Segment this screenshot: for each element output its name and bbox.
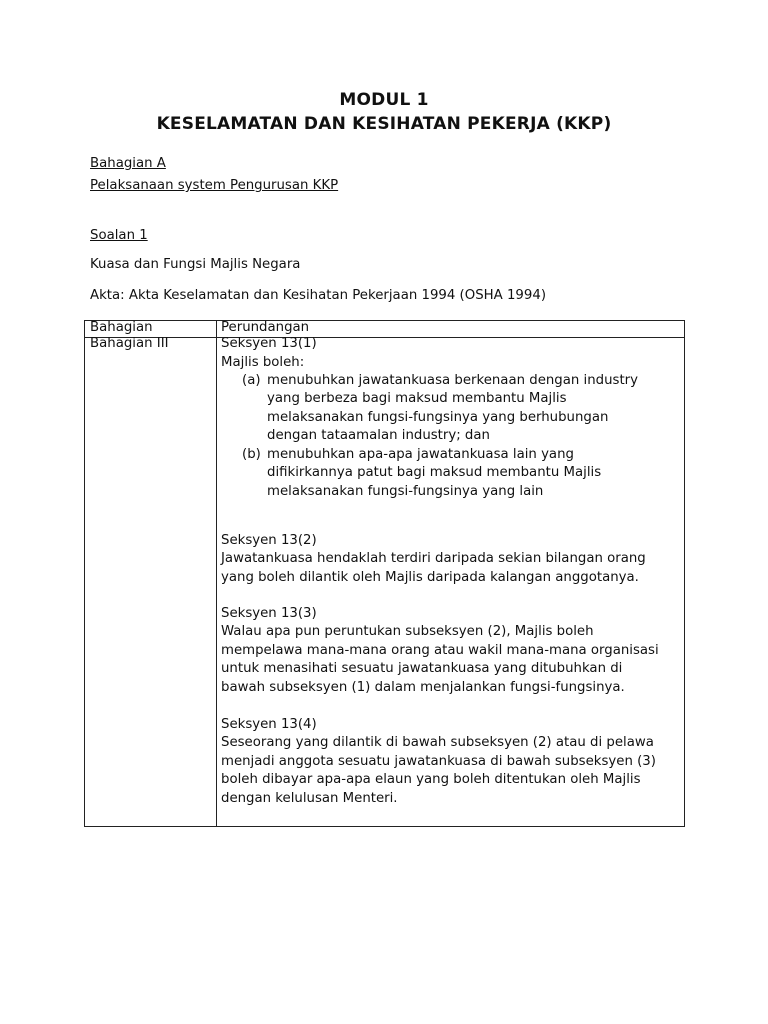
section-line: menjadi anggota sesuatu jawatankuasa di bawah subseksyen (3) (221, 753, 656, 769)
table-cell-part: Bahagian III (90, 336, 169, 351)
question-label: Soalan 1 (90, 228, 148, 243)
section-line: bawah subseksyen (1) dalam menjalankan fungsi-fungsinya. (221, 679, 625, 695)
section-13-4 (221, 716, 681, 808)
section-line: Jawatankuasa hendaklah terdiri daripada sekian bilangan orang (221, 551, 646, 567)
list-text-a (267, 372, 681, 446)
list-line: melaksanakan fungsi-fungsinya yang berhubungan (267, 409, 609, 425)
section-13-3-heading: Seksyen 13(3) (221, 606, 317, 621)
table-header-perundangan: Perundangan (221, 320, 310, 335)
list-line: melaksanakan fungsi-fungsinya yang lain (267, 483, 544, 499)
part-heading: Bahagian A (90, 156, 166, 171)
section-line: untuk menasihati sesuatu jawatankuasa yang ditubuhkan di (221, 661, 623, 677)
table-header-divider (85, 337, 684, 338)
document-subtitle: KESELAMATAN DAN KESIHATAN PEKERJA (KKP) (156, 114, 612, 134)
list-line: menubuhkan jawatankuasa berkenaan dengan industry (267, 373, 639, 388)
section-13-2-heading: Seksyen 13(2) (221, 533, 317, 548)
section-line: dengan kelulusan Menteri. (221, 790, 398, 806)
act-text: Akta: Akta Keselamatan dan Kesihatan Pekerjaan 1994 (OSHA 1994) (90, 288, 547, 303)
section-line: Seseorang yang dilantik di bawah subseksyen (2) atau di pelawa (221, 735, 654, 751)
section-13-1-heading: Seksyen 13(1) (221, 336, 317, 351)
section-13-4-heading: Seksyen 13(4) (221, 717, 317, 732)
list-text-b (267, 446, 681, 501)
section-line: yang boleh dilantik oleh Majlis daripada kalangan anggotanya. (221, 569, 639, 585)
topic-text: Kuasa dan Fungsi Majlis Negara (90, 257, 301, 272)
section-line: Walau apa pun peruntukan subseksyen (2), Majlis boleh (221, 624, 594, 640)
section-13-2 (221, 532, 681, 587)
list-marker-b: (b) (242, 447, 261, 462)
section-line: mempelawa mana-mana orang atau wakil mana-mana organisasi (221, 642, 659, 658)
list-line: difikirkannya patut bagi maksud membantu Majlis (267, 465, 602, 481)
list-line: dengan tataamalan industry; dan (267, 428, 490, 444)
section-13-3 (221, 605, 681, 697)
table-column-divider (216, 321, 217, 826)
section-line: boleh dibayar apa-apa elaun yang boleh ditentukan oleh Majlis (221, 772, 641, 788)
list-line: yang berbeza bagi maksud membantu Majlis (267, 391, 567, 407)
table-header-bahagian: Bahagian (90, 320, 153, 335)
part-title: Pelaksanaan system Pengurusan KKP (90, 178, 339, 193)
document-title: MODUL 1 (339, 90, 429, 110)
list-line: menubuhkan apa-apa jawatankuasa lain yang (267, 447, 574, 462)
list-marker-a: (a) (242, 373, 261, 388)
section-13-1-intro: Majlis boleh: (221, 355, 305, 370)
